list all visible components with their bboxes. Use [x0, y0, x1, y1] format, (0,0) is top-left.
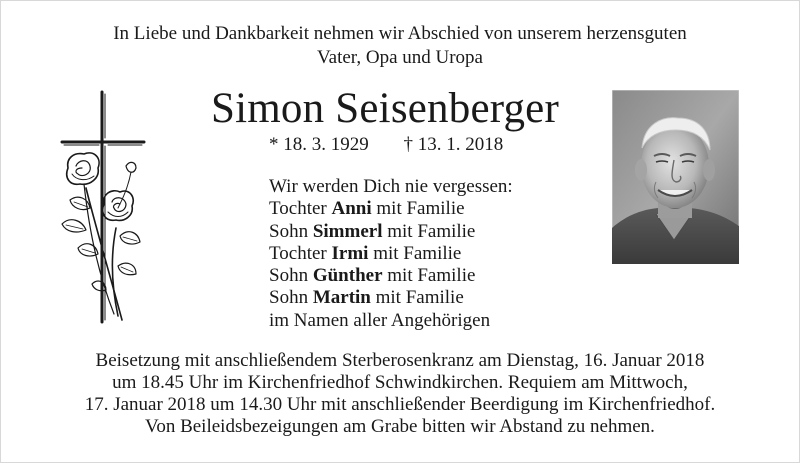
mourner-entry — [269, 198, 589, 220]
mourner-relation: Sohn — [269, 220, 309, 242]
mourner-name: Anni — [331, 198, 372, 220]
mourner-suffix: mit Familie — [373, 242, 462, 264]
mourner-suffix: mit Familie — [375, 287, 464, 309]
intro-text — [0, 22, 800, 70]
life-dates — [269, 134, 569, 156]
intro-line-1: In Liebe und Dankbarkeit nehmen wir Abschied von unserem herzensguten — [113, 23, 687, 44]
mourners-heading: Wir werden Dich nie vergessen: — [269, 176, 513, 197]
mourner-suffix: mit Familie — [376, 198, 465, 220]
mourners-list — [269, 176, 589, 332]
mourner-entry — [269, 287, 589, 309]
mourners-closing: im Namen aller Angehörigen — [269, 309, 491, 331]
funeral-line: Von Beileidsbezeigungen am Grabe bitten wir Abstand zu nehmen. — [145, 416, 655, 437]
mourner-entry — [269, 265, 589, 287]
funeral-line: Beisetzung mit anschließendem Sterberosenkranz am Dienstag, 16. Januar 2018 — [95, 350, 705, 371]
mourner-suffix: mit Familie — [387, 265, 476, 287]
funeral-line: 17. Januar 2018 um 14.30 Uhr mit anschließender Beerdigung im Kirchenfriedhof. — [84, 394, 716, 415]
death-date: † 13. 1. 2018 — [403, 134, 504, 155]
funeral-details — [0, 350, 800, 438]
mourner-relation: Sohn — [269, 265, 309, 287]
mourner-name: Irmi — [331, 242, 369, 264]
mourner-name: Simmerl — [312, 220, 383, 242]
mourner-relation: Sohn — [269, 287, 309, 309]
mourner-name: Günther — [312, 265, 383, 287]
mourner-entry — [269, 243, 589, 265]
birth-date: * 18. 3. 1929 — [269, 134, 369, 155]
funeral-line: um 18.45 Uhr im Kirchenfriedhof Schwindkirchen. Requiem am Mittwoch, — [112, 372, 688, 393]
mourner-entry — [269, 221, 589, 243]
portrait-photo — [612, 90, 739, 264]
cross-with-roses-icon — [56, 88, 148, 328]
deceased-name: Simon Seisenberger — [211, 85, 559, 132]
mourner-suffix: mit Familie — [387, 220, 476, 242]
mourner-relation: Tochter — [269, 242, 327, 264]
intro-line-2: Vater, Opa und Uropa — [317, 47, 483, 68]
mourner-relation: Tochter — [269, 198, 327, 220]
mourner-name: Martin — [312, 287, 371, 309]
